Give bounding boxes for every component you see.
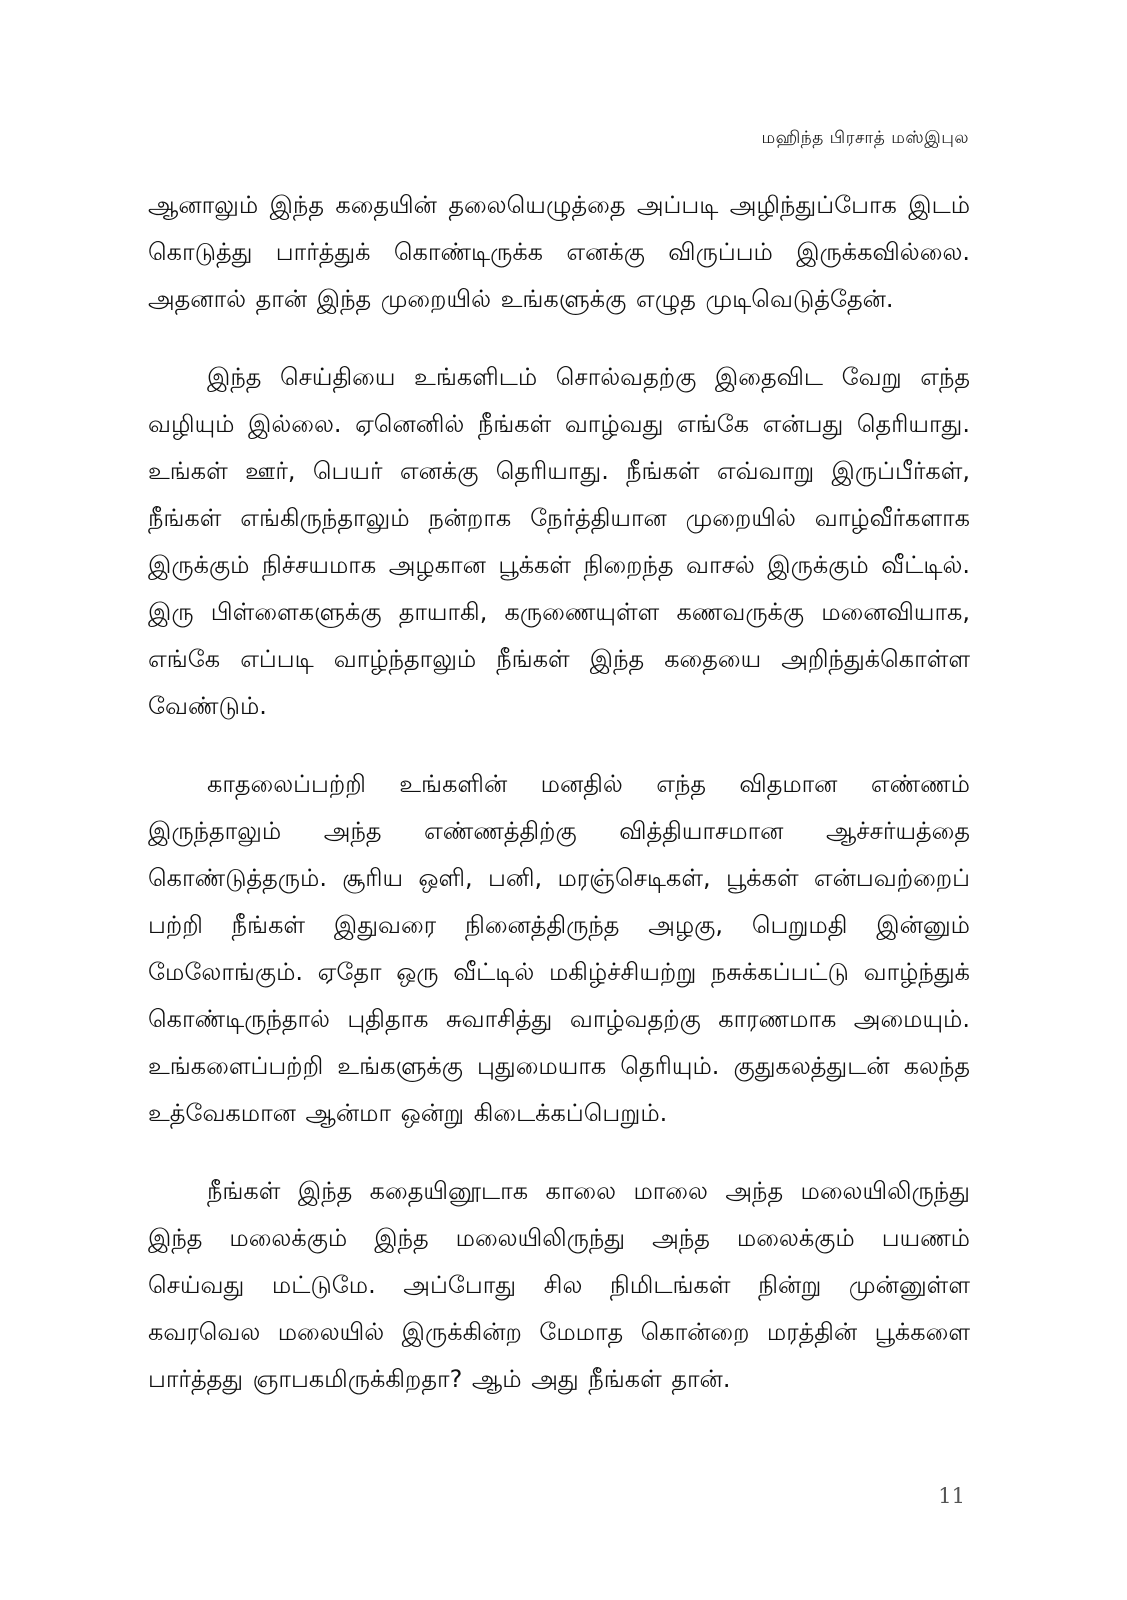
paragraph-2: இந்த செய்தியை உங்களிடம் சொல்வதற்கு இதைவிட வேறு எந்த வழியும் இல்லை. ஏனெனில் நீங்கள் வாழ்வது எங்கே என்பது தெரியாது. உங்கள் ஊர், பெயர் எனக்கு தெரியாது. நீங்கள் எவ்வாறு இருப்பீர்கள், நீங்கள் எங்கிருந்தாலும் நன்றாக நேர்த்தியான முறையில் வாழ்வீர்களாக இருக்கும் நிச்சயமாக அழகான பூக்கள் நிறைந்த வாசல் இருக்கும் வீட்டில். இரு பிள்ளைகளுக்கு தாயாகி, கருணையுள்ள கணவருக்கு மனைவியாக, எங்கே எப்படி வாழ்ந்தாலும் நீங்கள் இந்த கதையை அறிந்துக்கொள்ள வேண்டும். (148, 363, 970, 720)
page-number: 11 (938, 1484, 965, 1508)
page-body (148, 182, 970, 1434)
paragraph-1: ஆனாலும் இந்த கதையின் தலையெழுத்தை அப்படி அழிந்துப்போக இடம் கொடுத்து பார்த்துக் கொண்டிருக்க எனக்கு விருப்பம் இருக்கவில்லை. அதனால் தான் இந்த முறையில் உங்களுக்கு எழுத முடிவெடுத்தேன். (148, 191, 970, 313)
running-header-author: மஹிந்த பிரசாத் மஸ்இபுல (761, 128, 969, 148)
paragraph-4: நீங்கள் இந்த கதையினூடாக காலை மாலை அந்த மலையிலிருந்து இந்த மலைக்கும் இந்த மலையிலிருந்து அந்த மலைக்கும் பயணம் செய்வது மட்டுமே. அப்போது சில நிமிடங்கள் நின்று முன்னுள்ள கவரவெல மலையில் இருக்கின்ற மேமாத கொன்றை மரத்தின் பூக்களை பார்த்தது ஞாபகமிருக்கிறதா? ஆம் அது நீங்கள் தான். (148, 1177, 970, 1393)
paragraph-3: காதலைப்பற்றி உங்களின் மனதில் எந்த விதமான எண்ணம் இருந்தாலும் அந்த எண்ணத்திற்கு வித்தியாசமான ஆச்சர்யத்தை கொண்டுத்தரும். சூரிய ஒளி, பனி, மரஞ்செடிகள், பூக்கள் என்பவற்றைப் பற்றி நீங்கள் இதுவரை நினைத்திருந்த அழகு, பெறுமதி இன்னும் மேலோங்கும். ஏதோ ஒரு வீட்டில் மகிழ்ச்சியற்று நசுக்கப்பட்டு வாழ்ந்துக் கொண்டிருந்தால் புதிதாக சுவாசித்து வாழ்வதற்கு காரணமாக அமையும். உங்களைப்பற்றி உங்களுக்கு புதுமையாக தெரியும். குதுகலத்துடன் கலந்த உத்வேகமான ஆன்மா ஒன்று கிடைக்கப்பெறும். (148, 770, 970, 1127)
